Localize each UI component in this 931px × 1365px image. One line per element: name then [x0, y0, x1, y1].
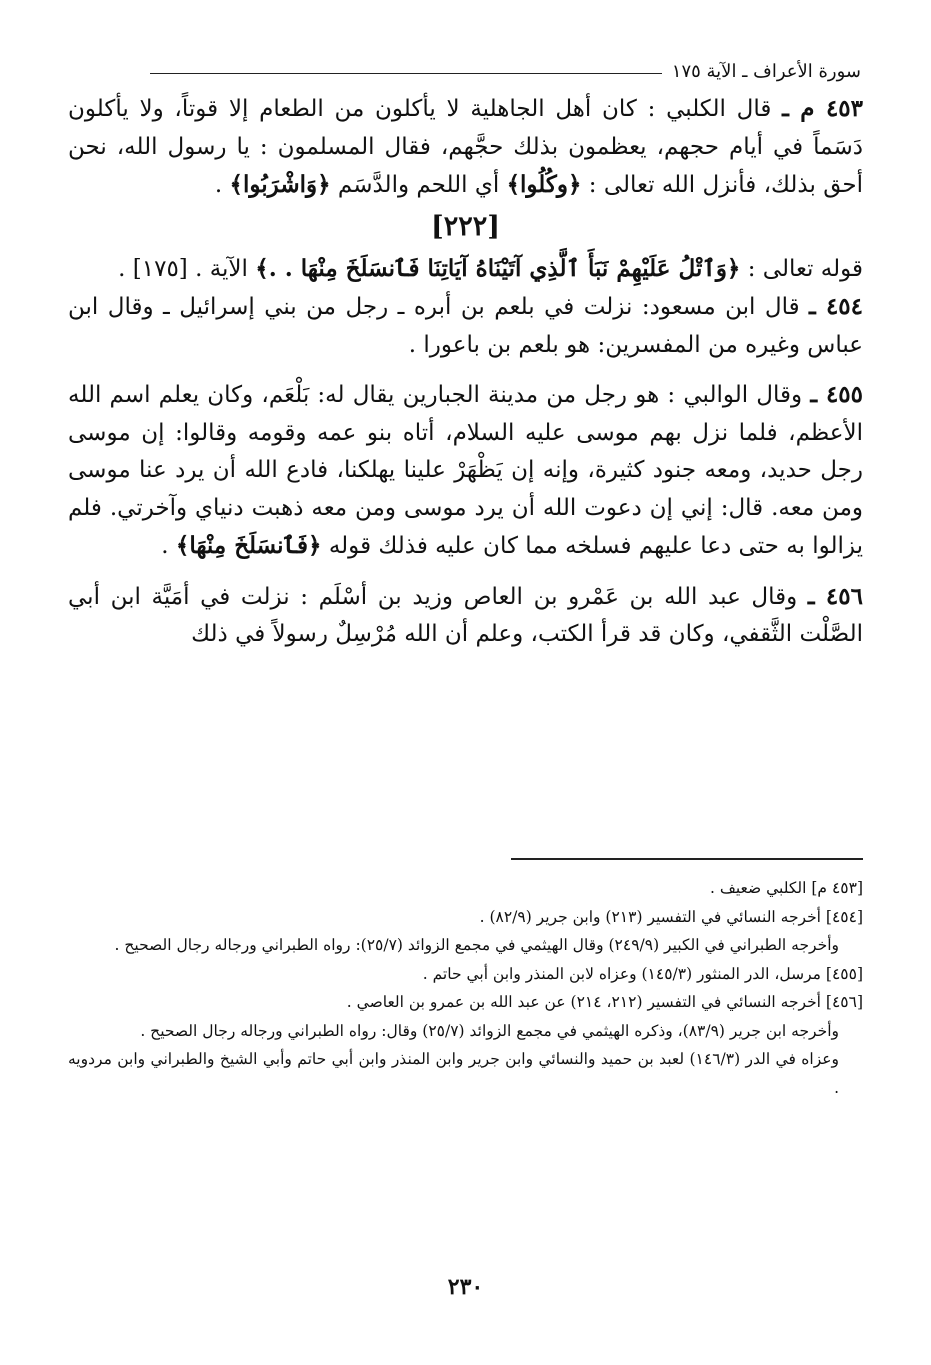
- paragraph-text: .: [214, 172, 230, 198]
- paragraph-number: ٤٥٣ م ـ: [782, 95, 863, 122]
- footnotes: [68, 874, 863, 1102]
- paragraph-text: قال الكلبي : كان أهل الجاهلية لا يأكلون من الطعام إلا قوتاً، ولا يأكلون دَسَماً في أيام حجهم، يعظمون بذلك حجَّهم، فقال المسلمون : يا رسول الله، نحن أحق بذلك، فأنزل الله تعالى :: [68, 96, 863, 198]
- paragraph-454: [68, 288, 863, 364]
- paragraph-number: ٤٥٦ ـ: [807, 582, 863, 610]
- paragraph-text: قال ابن مسعود: نزلت في بلعم بن أبره ـ رجل من بني إسرائيل ـ وقال ابن عباس وغيره من المفسرين: هو بلعم بن باعورا .: [68, 294, 863, 358]
- paragraph-number: ٤٥٥ ـ: [810, 381, 863, 408]
- footnote: [٤٥٣ م] الكلبي ضعيف .: [709, 879, 863, 897]
- footnote: [٤٥٥] مرسل، الدر المنثور (١٤٥/٣) وعزاه لابن المنذر وابن أبي حاتم .: [422, 964, 863, 983]
- quran-quote: ﴿فَٱنسَلَخَ مِنْهَا﴾: [175, 532, 322, 559]
- paragraph-number: ٤٥٤ ـ: [809, 293, 863, 320]
- quran-quote: ﴿وكُلُوا﴾: [506, 171, 582, 198]
- running-header: [150, 58, 861, 84]
- footnote-continuation: وأخرجه ابن جرير (٨٣/٩)، وذكره الهيثمي في مجمع الزوائد (٢٥/٧) وقال: رواه الطبراني ورجاله رجال الصحيح .: [140, 1021, 839, 1040]
- footnote-continuation: وأخرجه الطبراني في الكبير (٢٤٩/٩) وقال الهيثمي في مجمع الزوائد (٢٥/٧): رواه الطبراني ورجاله رجال الصحيح .: [114, 936, 839, 954]
- main-text: [68, 90, 863, 654]
- section-heading: [٢٢٢]: [430, 210, 501, 242]
- header-title: سورة الأعراف ـ الآية ١٧٥: [671, 60, 861, 82]
- verse-paragraph: [68, 250, 863, 289]
- quran-quote: ﴿وَاشْرَبُوا﴾: [229, 171, 331, 198]
- paragraph-456: [68, 578, 863, 654]
- footnote: [٤٥٦] أخرجه النسائي في التفسير (٢١٢، ٢١٤) عن عبد الله بن عمرو بن العاصي .: [346, 993, 863, 1011]
- paragraph-453: [68, 90, 863, 205]
- paragraph-text: وقال الوالبي : هو رجل من مدينة الجبارين يقال له: بَلْعَم، وكان يعلم اسم الله الأعظم، فلما نزل بهم موسى عليه السلام، أتاه بنو عمه وقومه وقالوا: إن موسى رجل حديد، ومعه جنود كثيرة، وإنه إن يَظْهَرْ علينا يهلكنا، فادع الله أن يرد عنا موسى ومن معه. قال: إني إن دعوت الله أن يرد موسى ومن معه ذهبت دنياي وآخرتي. فلم يزالوا به حتى دعا عليهم فسلخه مما كان عليه فذلك قوله: [68, 382, 863, 559]
- footnote-rule: [511, 858, 863, 860]
- footnote: [٤٥٤] أخرجه النسائي في التفسير (٢١٣) وابن جرير (٨٢/٩) .: [479, 907, 863, 926]
- paragraph-text: وقال عبد الله بن عَمْرو بن العاص وزيد بن أسْلَم : نزلت في أمَيَّة ابن أبي الصَّلْت الثَّقفي، وكان قد قرأ الكتب، وعلم أن الله مُرْسِلٌ رسولاً في ذلك: [68, 583, 863, 647]
- page-number: ٢٣٠: [447, 1274, 484, 1300]
- paragraph-text: .: [161, 533, 176, 559]
- verse-ref: الآية . [١٧٥] .: [118, 255, 256, 282]
- paragraph-455: [68, 376, 863, 566]
- verse-intro: قوله تعالى :: [740, 255, 863, 282]
- quran-quote: ﴿وَٱتْلُ عَلَيْهِمْ نَبَأَ ٱلَّذِي آتَيْنَاهُ آيَاتِنَا فَٱنسَلَخَ مِنْهَا . .﴾: [255, 254, 741, 282]
- paragraph-text: أي اللحم والدَّسَم: [330, 172, 507, 198]
- header-rule: [150, 73, 662, 74]
- footnote-continuation: وعزاه في الدر (١٤٦/٣) لعبد بن حميد والنسائي وابن جرير وابن المنذر وابن أبي حاتم وأبي الشيخ والطبراني وابن مردويه .: [68, 1050, 839, 1097]
